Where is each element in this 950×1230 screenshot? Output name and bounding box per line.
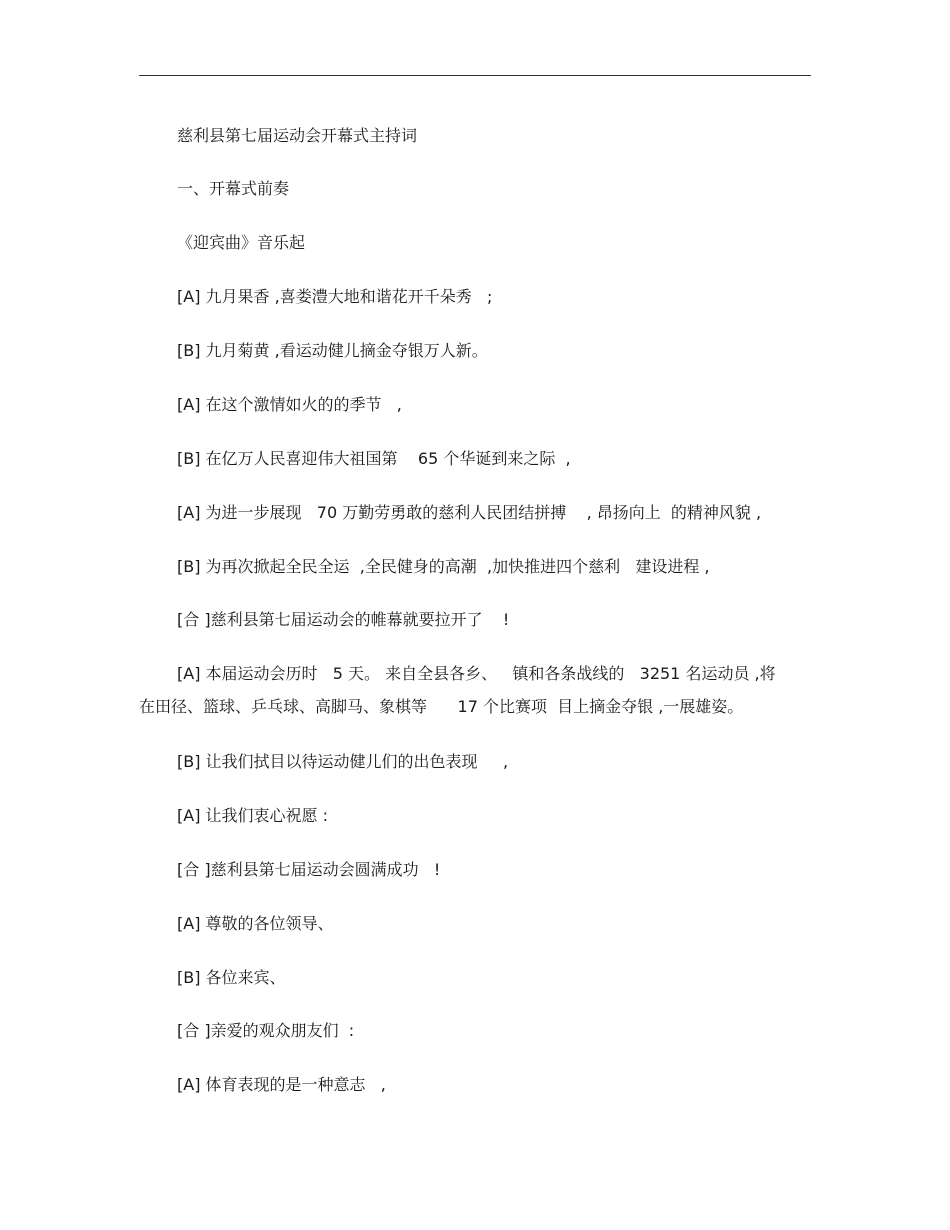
paragraph: [A] 本届运动会历时 5 天。 来自全县各乡、 镇和各条战线的 3251 名运动员 ,将 [177, 664, 776, 683]
paragraph: [B] 各位来宾、 [177, 968, 286, 987]
paragraph: [A] 尊敬的各位领导、 [177, 914, 334, 933]
paragraph: [A] 让我们衷心祝愿 : [177, 806, 328, 825]
header-rule [139, 75, 811, 76]
paragraph: [A] 在这个激情如火的的季节 , [177, 395, 402, 414]
section-heading: 一、开幕式前奏 [177, 179, 290, 198]
paragraph: [A] 九月果香 ,喜娄澧大地和谐花开千朵秀 ; [177, 287, 493, 306]
paragraph: [B] 让我们拭目以待运动健儿们的出色表现 , [177, 752, 509, 771]
paragraph: 《迎宾曲》音乐起 [177, 233, 306, 252]
paragraph-continuation: 在田径、篮球、乒乓球、高脚马、象棋等 17 个比赛项 目上摘金夺银 ,一展雄姿。 [139, 697, 744, 716]
paragraph: [B] 为再次掀起全民全运 ,全民健身的高潮 ,加快推进四个慈利 建设进程 , [177, 557, 710, 576]
paragraph: [合 ]慈利县第七届运动会的帷幕就要拉开了 ! [177, 610, 510, 629]
paragraph: [B] 在亿万人民喜迎伟大祖国第 65 个华诞到来之际 , [177, 449, 571, 468]
paragraph: [合 ]慈利县第七届运动会圆满成功 ! [177, 860, 441, 879]
paragraph: [A] 体育表现的是一种意志 , [177, 1075, 386, 1094]
paragraph: [A] 为进一步展现 70 万勤劳勇敢的慈利人民团结拼搏 , 昂扬向上 的精神风貌 , [177, 503, 762, 522]
paragraph: [合 ]亲爱的观众朋友们 : [177, 1021, 355, 1040]
paragraph: [B] 九月菊黄 ,看运动健儿摘金夺银万人新。 [177, 341, 488, 360]
document-title: 慈利县第七届运动会开幕式主持词 [177, 126, 418, 145]
